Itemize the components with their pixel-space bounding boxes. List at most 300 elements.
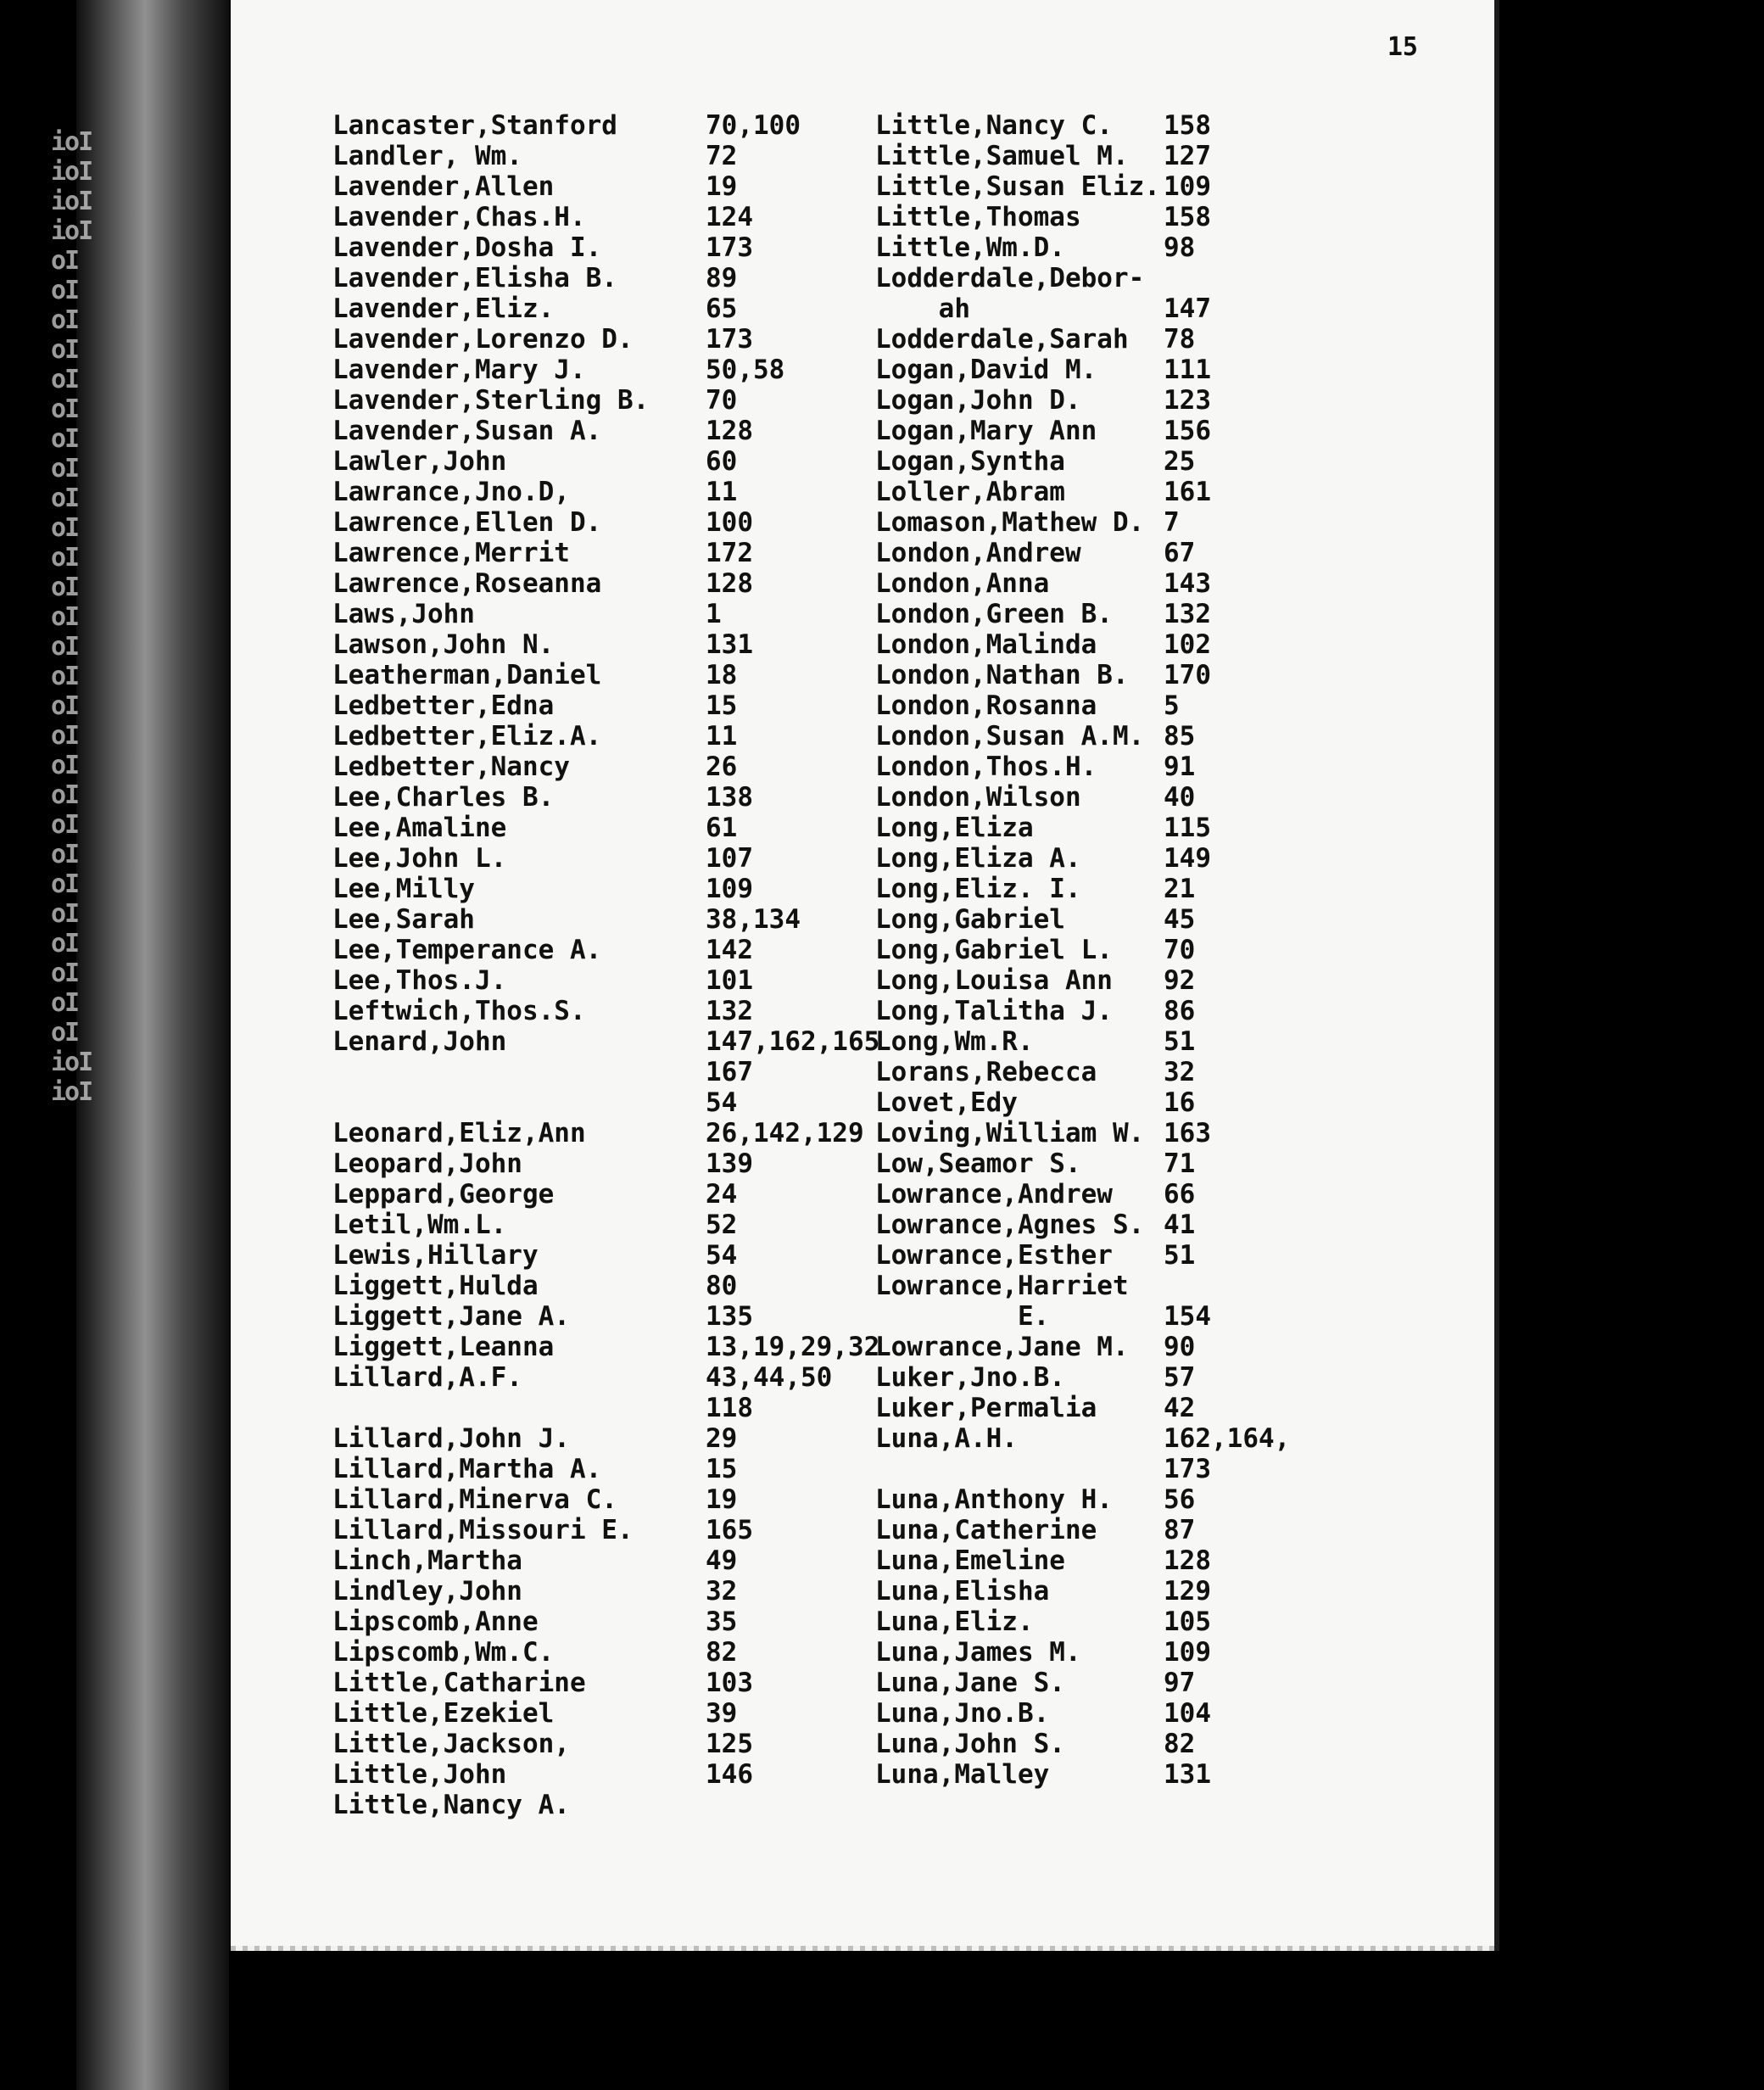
entry-pages: 123 [1164, 385, 1211, 416]
entry-pages: 13,19,29,32 [706, 1332, 880, 1362]
index-entry [875, 813, 1469, 843]
entry-pages: 173 [1164, 1454, 1211, 1484]
entry-name: Lipscomb,Anne [332, 1607, 539, 1637]
index-entry [875, 385, 1469, 416]
entry-pages: 82 [706, 1637, 738, 1668]
entry-name: London,Susan A.M. [875, 721, 1145, 752]
spine-fragment: oI [51, 780, 79, 810]
entry-name: Little,Ezekiel [332, 1698, 555, 1729]
entry-pages: 111 [1164, 355, 1211, 385]
entry-pages: 80 [706, 1271, 738, 1301]
entry-name: Laws,John [332, 599, 475, 629]
entry-pages: 165 [706, 1515, 753, 1545]
entry-pages: 125 [706, 1729, 753, 1759]
entry-name: Ledbetter,Edna [332, 690, 555, 721]
entry-pages: 54 [706, 1087, 738, 1118]
entry-name: Long,Eliz. I. [875, 874, 1081, 904]
entry-name: Luna,James M. [875, 1637, 1081, 1668]
entry-pages: 115 [1164, 813, 1211, 843]
entry-name: Leatherman,Daniel [332, 660, 602, 690]
entry-name: Lowrance,Agnes S. [875, 1210, 1145, 1240]
entry-pages: 90 [1164, 1332, 1196, 1362]
entry-name: Long,Talitha J. [875, 996, 1113, 1026]
page-number: 15 [1387, 32, 1418, 62]
entry-name: Lillard,Martha A. [332, 1454, 602, 1484]
entry-name: Lawrence,Merrit [332, 538, 570, 568]
entry-pages: 147 [1164, 293, 1211, 324]
entry-name: Lodderdale,Debor- [875, 263, 1145, 293]
entry-pages: 128 [706, 416, 753, 446]
entry-name: Lodderdale,Sarah [875, 324, 1129, 355]
index-entry [875, 752, 1469, 782]
entry-pages: 82 [1164, 1729, 1196, 1759]
entry-pages: 154 [1164, 1301, 1211, 1332]
entry-pages: 135 [706, 1301, 753, 1332]
entry-name: Lavender,Susan A. [332, 416, 602, 446]
entry-pages: 66 [1164, 1179, 1196, 1210]
entry-pages: 109 [1164, 171, 1211, 202]
entry-pages: 16 [1164, 1087, 1196, 1118]
entry-name: Luna,Jane S. [875, 1668, 1065, 1698]
entry-name: Luna,Anthony H. [875, 1484, 1113, 1515]
entry-name: Lawrence,Roseanna [332, 568, 602, 599]
entry-name: Lawler,John [332, 446, 507, 477]
entry-name: Lawrence,Ellen D. [332, 507, 602, 538]
right-index-column [875, 110, 1469, 1790]
entry-pages: 19 [706, 1484, 738, 1515]
spine-fragment: ioI [51, 187, 92, 216]
spine-bleedthrough-text [51, 127, 102, 1107]
entry-pages: 42 [1164, 1393, 1196, 1423]
index-entry [875, 1637, 1469, 1668]
entry-pages: 24 [706, 1179, 738, 1210]
spine-fragment: oI [51, 543, 79, 573]
entry-pages: 163 [1164, 1118, 1211, 1148]
entry-pages: 21 [1164, 874, 1196, 904]
spine-fragment: oI [51, 632, 79, 662]
entry-pages: 15 [706, 1454, 738, 1484]
entry-pages: 52 [706, 1210, 738, 1240]
entry-pages: 67 [1164, 538, 1196, 568]
spine-fragment: oI [51, 1018, 79, 1048]
index-entry [875, 568, 1469, 599]
index-entry [875, 1301, 1469, 1332]
entry-name: Lavender,Elisha B. [332, 263, 617, 293]
entry-pages: 65 [706, 293, 738, 324]
entry-pages: 156 [1164, 416, 1211, 446]
spine-fragment: oI [51, 424, 79, 454]
entry-pages: 19 [706, 171, 738, 202]
entry-name: Little,Nancy A. [332, 1790, 570, 1820]
entry-pages: 102 [1164, 629, 1211, 660]
index-entry [875, 538, 1469, 568]
entry-name: Lowrance,Harriet [875, 1271, 1129, 1301]
entry-name: Long,Wm.R. [875, 1026, 1034, 1057]
entry-name: Little,Thomas [875, 202, 1081, 232]
entry-name: Landler, Wm. [332, 141, 522, 171]
entry-name: Lawrance,Jno.D, [332, 477, 570, 507]
entry-pages: 128 [1164, 1545, 1211, 1576]
spine-fragment: oI [51, 365, 79, 394]
entry-pages: 45 [1164, 904, 1196, 935]
spine-fragment: ioI [51, 1048, 92, 1077]
entry-pages: 147,162,165 [706, 1026, 880, 1057]
entry-pages: 70 [706, 385, 738, 416]
entry-pages: 50,58 [706, 355, 785, 385]
entry-pages: 43,44,50 [706, 1362, 833, 1393]
entry-name: Lowrance,Esther [875, 1240, 1113, 1271]
entry-name: Leonard,Eliz,Ann [332, 1118, 586, 1148]
index-entry [875, 629, 1469, 660]
entry-pages: 107 [706, 843, 753, 874]
entry-pages: 92 [1164, 965, 1196, 996]
spine-fragment: oI [51, 513, 79, 543]
index-entry [875, 1210, 1469, 1240]
entry-pages: 167 [706, 1057, 753, 1087]
entry-pages: 173 [706, 232, 753, 263]
entry-name: Luna,Emeline [875, 1545, 1065, 1576]
entry-name: London,Andrew [875, 538, 1081, 568]
entry-name: Little,Jackson, [332, 1729, 570, 1759]
entry-name: London,Rosanna [875, 690, 1097, 721]
spine-fragment: oI [51, 305, 79, 335]
entry-name: Luna,A.H. [875, 1423, 1018, 1454]
entry-name: Liggett,Hulda [332, 1271, 539, 1301]
index-entry [875, 965, 1469, 996]
entry-pages: 173 [706, 324, 753, 355]
entry-pages: 100 [706, 507, 753, 538]
entry-pages: 118 [706, 1393, 753, 1423]
entry-name: Lipscomb,Wm.C. [332, 1637, 555, 1668]
spine-fragment: ioI [51, 127, 92, 157]
index-entry [875, 416, 1469, 446]
entry-name: Ledbetter,Eliz.A. [332, 721, 602, 752]
entry-name: ah [875, 293, 970, 324]
entry-pages: 109 [1164, 1637, 1211, 1668]
entry-pages: 26 [706, 752, 738, 782]
index-entry [875, 1698, 1469, 1729]
index-entry [875, 1576, 1469, 1607]
entry-name: Little,Wm.D. [875, 232, 1065, 263]
index-entry [875, 171, 1469, 202]
entry-pages: 7 [1164, 507, 1180, 538]
entry-name: Lee,Temperance A. [332, 935, 602, 965]
entry-pages: 86 [1164, 996, 1196, 1026]
entry-name: Luna,John S. [875, 1729, 1065, 1759]
entry-pages: 71 [1164, 1148, 1196, 1179]
spine-fragment: oI [51, 691, 79, 721]
index-entry [875, 324, 1469, 355]
entry-pages: 101 [706, 965, 753, 996]
spine-fragment: oI [51, 573, 79, 602]
index-entry [875, 477, 1469, 507]
entry-pages: 85 [1164, 721, 1196, 752]
entry-name: London,Thos.H. [875, 752, 1097, 782]
entry-name: Leftwich,Thos.S. [332, 996, 586, 1026]
spine-fragment: oI [51, 869, 79, 899]
spine-fragment: oI [51, 721, 79, 751]
entry-name: Little,Nancy C. [875, 110, 1113, 141]
entry-name: Luna,Jno.B. [875, 1698, 1050, 1729]
entry-name: Long,Gabriel [875, 904, 1065, 935]
entry-pages: 72 [706, 141, 738, 171]
entry-name: Logan,Syntha [875, 446, 1065, 477]
entry-name: Little,Catharine [332, 1668, 586, 1698]
index-entry [875, 843, 1469, 874]
entry-name: Luker,Permalia [875, 1393, 1097, 1423]
entry-pages: 1 [706, 599, 722, 629]
spine-fragment: oI [51, 988, 79, 1018]
index-entry [875, 1026, 1469, 1057]
entry-pages: 97 [1164, 1668, 1196, 1698]
spine-fragment: oI [51, 899, 79, 929]
entry-name: Lillard,Minerva C. [332, 1484, 617, 1515]
entry-pages: 143 [1164, 568, 1211, 599]
entry-pages: 105 [1164, 1607, 1211, 1637]
spine-fragment: oI [51, 840, 79, 869]
index-entry [875, 935, 1469, 965]
entry-name: Long,Gabriel L. [875, 935, 1113, 965]
index-entry [875, 721, 1469, 752]
entry-pages: 170 [1164, 660, 1211, 690]
entry-name: Lavender,Chas.H. [332, 202, 586, 232]
entry-pages: 26,142,129 [706, 1118, 864, 1148]
entry-name: Lancaster,Stanford [332, 110, 617, 141]
entry-pages: 131 [706, 629, 753, 660]
spine-fragment: oI [51, 602, 79, 632]
index-entry [875, 1148, 1469, 1179]
entry-pages: 87 [1164, 1515, 1196, 1545]
entry-pages: 127 [1164, 141, 1211, 171]
entry-name: Lavender,Dosha I. [332, 232, 602, 263]
spine-fragment: ioI [51, 1077, 92, 1107]
entry-name: E. [875, 1301, 1050, 1332]
entry-name: Liggett,Leanna [332, 1332, 555, 1362]
index-entry [875, 1057, 1469, 1087]
entry-pages: 124 [706, 202, 753, 232]
entry-name: London,Malinda [875, 629, 1097, 660]
entry-pages: 11 [706, 721, 738, 752]
spine-fragment: oI [51, 929, 79, 958]
entry-name: Leopard,John [332, 1148, 522, 1179]
entry-name: Lowrance,Jane M. [875, 1332, 1129, 1362]
entry-name: Long,Eliza [875, 813, 1034, 843]
spine-fragment: ioI [51, 157, 92, 187]
entry-pages: 128 [706, 568, 753, 599]
entry-name: Letil,Wm.L. [332, 1210, 507, 1240]
index-entry [875, 446, 1469, 477]
entry-pages: 98 [1164, 232, 1196, 263]
entry-pages: 29 [706, 1423, 738, 1454]
index-entry [875, 1179, 1469, 1210]
entry-name: London,Nathan B. [875, 660, 1129, 690]
entry-pages: 146 [706, 1759, 753, 1790]
index-entry [875, 141, 1469, 171]
index-entry [875, 660, 1469, 690]
entry-pages: 109 [706, 874, 753, 904]
entry-pages: 158 [1164, 202, 1211, 232]
index-entry [875, 1423, 1469, 1454]
entry-name: Liggett,Jane A. [332, 1301, 570, 1332]
entry-pages: 70,100 [706, 110, 801, 141]
entry-name: Low,Seamor S. [875, 1148, 1081, 1179]
entry-name: Lee,John L. [332, 843, 507, 874]
index-entry [875, 1240, 1469, 1271]
entry-name: Lavender,Sterling B. [332, 385, 650, 416]
entry-pages: 129 [1164, 1576, 1211, 1607]
index-entry [875, 1087, 1469, 1118]
entry-pages: 51 [1164, 1026, 1196, 1057]
entry-name: Lomason,Mathew D. [875, 507, 1145, 538]
index-entry [875, 1668, 1469, 1698]
entry-pages: 56 [1164, 1484, 1196, 1515]
entry-pages: 132 [1164, 599, 1211, 629]
index-entry [875, 110, 1469, 141]
entry-name: Lee,Charles B. [332, 782, 555, 813]
index-entry [332, 1790, 977, 1820]
entry-pages: 161 [1164, 477, 1211, 507]
entry-name: Ledbetter,Nancy [332, 752, 570, 782]
entry-pages: 60 [706, 446, 738, 477]
index-entry [875, 1454, 1469, 1484]
index-entry [875, 1393, 1469, 1423]
entry-pages: 15 [706, 690, 738, 721]
entry-pages: 104 [1164, 1698, 1211, 1729]
entry-pages: 5 [1164, 690, 1180, 721]
spine-fragment: oI [51, 751, 79, 780]
entry-pages: 40 [1164, 782, 1196, 813]
entry-pages: 91 [1164, 752, 1196, 782]
entry-pages: 41 [1164, 1210, 1196, 1240]
entry-pages: 11 [706, 477, 738, 507]
entry-pages: 142 [706, 935, 753, 965]
spine-fragment: ioI [51, 216, 92, 246]
index-entry [875, 1271, 1469, 1301]
entry-name: Lavender,Allen [332, 171, 555, 202]
entry-name: London,Wilson [875, 782, 1081, 813]
spine-fragment: oI [51, 246, 79, 276]
entry-pages: 49 [706, 1545, 738, 1576]
index-entry [875, 1484, 1469, 1515]
bottom-shadow [231, 1951, 1494, 1985]
entry-pages: 131 [1164, 1759, 1211, 1790]
index-entry [875, 782, 1469, 813]
entry-name: Lavender,Lorenzo D. [332, 324, 634, 355]
entry-pages: 132 [706, 996, 753, 1026]
entry-pages: 32 [1164, 1057, 1196, 1087]
entry-name: Loving,William W. [875, 1118, 1145, 1148]
index-entry [875, 1607, 1469, 1637]
entry-name: London,Anna [875, 568, 1050, 599]
entry-name: Little,Samuel M. [875, 141, 1129, 171]
index-entry [875, 599, 1469, 629]
index-entry [875, 690, 1469, 721]
entry-name: Logan,Mary Ann [875, 416, 1097, 446]
index-entry [875, 996, 1469, 1026]
entry-name: Loller,Abram [875, 477, 1065, 507]
entry-name: Lowrance,Andrew [875, 1179, 1113, 1210]
index-entry [875, 263, 1469, 293]
entry-name: Lillard,A.F. [332, 1362, 522, 1393]
entry-name: Lovet,Edy [875, 1087, 1018, 1118]
entry-pages: 89 [706, 263, 738, 293]
entry-name: Lindley,John [332, 1576, 522, 1607]
spine-fragment: oI [51, 454, 79, 483]
entry-name: Logan,John D. [875, 385, 1081, 416]
entry-name: Lavender,Eliz. [332, 293, 555, 324]
spine-fragment: oI [51, 810, 79, 840]
index-entry [875, 1545, 1469, 1576]
entry-pages: 162,164, [1164, 1423, 1291, 1454]
entry-pages: 139 [706, 1148, 753, 1179]
entry-pages: 172 [706, 538, 753, 568]
entry-name: London,Green B. [875, 599, 1113, 629]
entry-name: Lee,Milly [332, 874, 475, 904]
entry-pages: 51 [1164, 1240, 1196, 1271]
entry-pages: 70 [1164, 935, 1196, 965]
spine-fragment: oI [51, 335, 79, 365]
entry-name: Luker,Jno.B. [875, 1362, 1065, 1393]
index-entry [875, 355, 1469, 385]
spine-fragment: oI [51, 394, 79, 424]
entry-name: Lillard,John J. [332, 1423, 570, 1454]
entry-name: Luna,Malley [875, 1759, 1050, 1790]
entry-name: Lillard,Missouri E. [332, 1515, 634, 1545]
spine-fragment: oI [51, 483, 79, 513]
entry-name: Long,Louisa Ann [875, 965, 1113, 996]
spine-fragment: oI [51, 662, 79, 691]
entry-pages: 103 [706, 1668, 753, 1698]
index-entry [875, 904, 1469, 935]
entry-pages: 38,134 [706, 904, 801, 935]
entry-name: Lawson,John N. [332, 629, 555, 660]
entry-pages: 39 [706, 1698, 738, 1729]
entry-pages: 78 [1164, 324, 1196, 355]
entry-name: Luna,Elisha [875, 1576, 1050, 1607]
index-entry [875, 1332, 1469, 1362]
index-entry [875, 202, 1469, 232]
index-entry [875, 1729, 1469, 1759]
entry-name: Lorans,Rebecca [875, 1057, 1097, 1087]
entry-name: Little,John [332, 1759, 507, 1790]
entry-name: Lee,Sarah [332, 904, 475, 935]
entry-pages: 57 [1164, 1362, 1196, 1393]
entry-name: Leppard,George [332, 1179, 555, 1210]
index-entry [875, 874, 1469, 904]
entry-pages: 35 [706, 1607, 738, 1637]
entry-name: Lee,Thos.J. [332, 965, 507, 996]
entry-name: Linch,Martha [332, 1545, 522, 1576]
entry-pages: 54 [706, 1240, 738, 1271]
entry-pages: 25 [1164, 446, 1196, 477]
entry-name: Long,Eliza A. [875, 843, 1081, 874]
entry-name: Lenard,John [332, 1026, 507, 1057]
index-entry [875, 232, 1469, 263]
entry-pages: 18 [706, 660, 738, 690]
entry-name: Luna,Eliz. [875, 1607, 1034, 1637]
entry-pages: 138 [706, 782, 753, 813]
index-page [231, 0, 1494, 1951]
entry-name: Little,Susan Eliz. [875, 171, 1160, 202]
spine-fragment: oI [51, 958, 79, 988]
index-entry [875, 1362, 1469, 1393]
entry-pages: 61 [706, 813, 738, 843]
entry-pages: 149 [1164, 843, 1211, 874]
entry-pages: 158 [1164, 110, 1211, 141]
entry-name: Lavender,Mary J. [332, 355, 586, 385]
entry-name: Luna,Catherine [875, 1515, 1097, 1545]
index-entry [875, 1515, 1469, 1545]
